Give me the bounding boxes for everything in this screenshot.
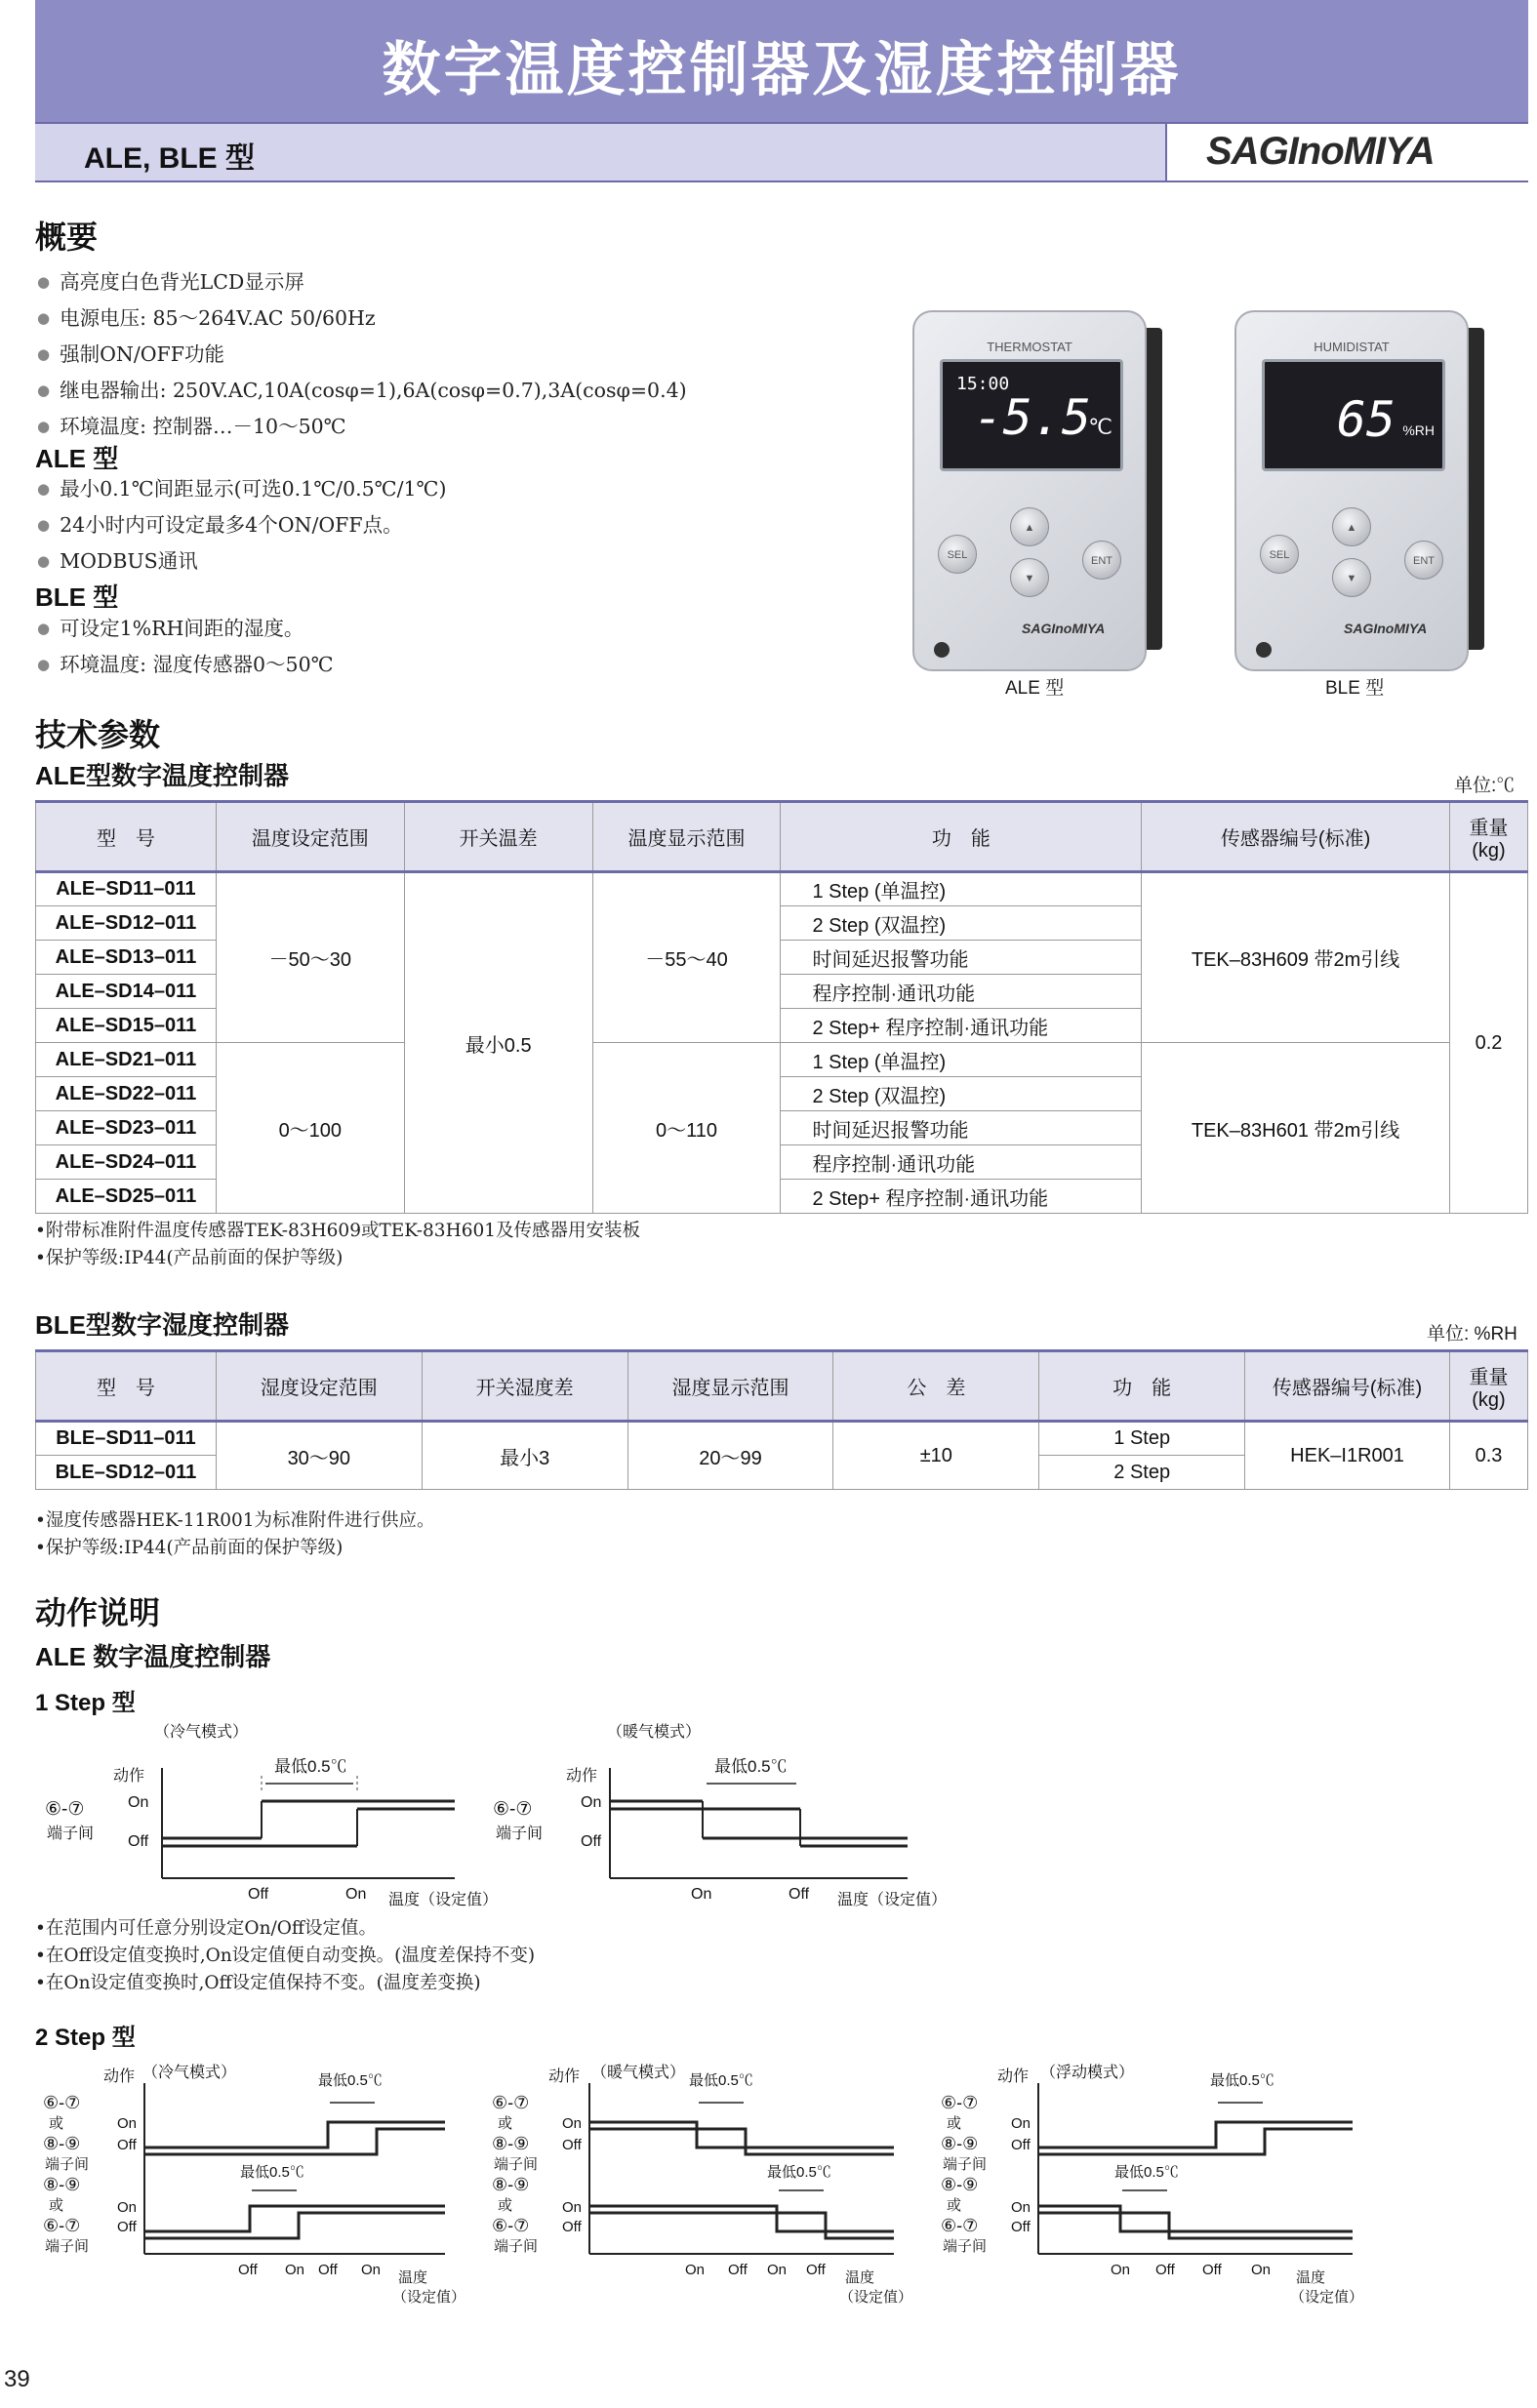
device-brand: SAGInoMIYA xyxy=(1022,621,1106,636)
svg-text:端子间: 端子间 xyxy=(494,2238,539,2255)
col-header: 开关温差 xyxy=(404,802,592,872)
svg-text:⑥-⑦: ⑥-⑦ xyxy=(45,1799,85,1820)
ale-table-notes: •附带标准附件温度传感器TEK-83H609或TEK-83H601及传感器用安装板 •保护等级:IP44(产品前面的保护等级) xyxy=(35,1221,641,1268)
svg-text:最低0.5℃: 最低0.5℃ xyxy=(1210,2072,1274,2089)
sel-button: SEL xyxy=(938,535,977,574)
svg-text:On: On xyxy=(285,2262,305,2278)
svg-text:动作: 动作 xyxy=(997,2068,1030,2085)
svg-text:On: On xyxy=(1011,2115,1031,2132)
svg-text:On: On xyxy=(117,2199,138,2216)
page-title: 数字温度控制器及湿度控制器 xyxy=(382,36,1182,104)
col-header: 温度显示范围 xyxy=(592,802,781,872)
col-header: 功 能 xyxy=(781,802,1142,872)
svg-text:（冷气模式）: （冷气模式） xyxy=(142,2065,237,2081)
svg-text:Off: Off xyxy=(238,2262,258,2278)
feature-item: ● 高亮度白色背光LCD显示屏 xyxy=(37,265,687,301)
model-bar xyxy=(35,122,1528,182)
col-header: 型 号 xyxy=(36,802,217,872)
svg-text:端子间: 端子间 xyxy=(45,2238,90,2255)
table-row: ALE–SD15–011 2 Step+ 程序控制·通讯功能 xyxy=(36,1009,1528,1043)
svg-text:动作: 动作 xyxy=(103,2068,136,2085)
svg-text:⑥-⑦: ⑥-⑦ xyxy=(493,1799,533,1820)
ale-subtitle: ALE 型 xyxy=(35,444,119,473)
col-header: 温度设定范围 xyxy=(216,802,404,872)
lcd-unit: %RH xyxy=(1402,422,1435,438)
general-features xyxy=(37,265,687,446)
ent-button: ENT xyxy=(1082,541,1121,580)
overview-heading: 概要 xyxy=(35,220,99,255)
svg-text:On: On xyxy=(1251,2262,1272,2278)
feature-item: ● 电源电压: 85～264V.AC 50/60Hz xyxy=(37,301,687,338)
svg-text:Off: Off xyxy=(117,2137,137,2153)
ble-device-image xyxy=(1234,310,1469,671)
svg-text:端子间: 端子间 xyxy=(496,1826,544,1842)
svg-text:Off: Off xyxy=(1011,2137,1031,2153)
svg-text:⑥-⑦: ⑥-⑦ xyxy=(43,2216,81,2235)
svg-text:On: On xyxy=(562,2199,583,2216)
svg-text:⑧-⑨: ⑧-⑨ xyxy=(492,2175,530,2194)
title-banner xyxy=(35,0,1528,122)
up-arrow-icon: ▲ xyxy=(1332,507,1371,546)
sel-button: SEL xyxy=(1260,535,1299,574)
operation-subheading: ALE 数字温度控制器 xyxy=(35,1642,271,1671)
svg-text:动作: 动作 xyxy=(548,2068,581,2085)
svg-text:端子间: 端子间 xyxy=(45,2156,90,2173)
table-row: ALE–SD13–011 时间延迟报警功能 xyxy=(36,941,1528,975)
svg-text:⑧-⑨: ⑧-⑨ xyxy=(43,2134,81,2153)
feature-item: ● 继电器输出: 250V.AC,10A(cosφ=1),6A(cosφ=0.7),3A(cosφ=0.4) xyxy=(37,374,687,410)
col-header: 重量 (kg) xyxy=(1449,802,1527,872)
svg-text:On: On xyxy=(128,1794,149,1811)
svg-text:On: On xyxy=(767,2262,788,2278)
svg-text:Off: Off xyxy=(117,2219,137,2235)
sensor-port-icon xyxy=(1256,642,1272,658)
svg-text:On: On xyxy=(685,2262,706,2278)
svg-text:温度: 温度 xyxy=(1296,2269,1326,2286)
svg-text:On: On xyxy=(581,1794,602,1811)
svg-text:⑧-⑨: ⑧-⑨ xyxy=(43,2175,81,2194)
svg-text:温度: 温度 xyxy=(398,2269,428,2286)
svg-text:On: On xyxy=(345,1886,367,1903)
svg-text:最低0.5℃: 最低0.5℃ xyxy=(1114,2164,1179,2181)
device-brand: SAGInoMIYA xyxy=(1344,621,1428,636)
svg-text:On: On xyxy=(361,2262,382,2278)
operation-heading: 动作说明 xyxy=(35,1595,161,1630)
svg-text:（设定值）: （设定值） xyxy=(1290,2289,1364,2306)
page-number: 39 xyxy=(4,2366,30,2392)
svg-text:Off: Off xyxy=(1155,2262,1175,2278)
table-row: ALE–SD11–011 －50～30 最小0.5 －55～40 1 Step (单温控) TEK–83H609 带2m引线 0.2 xyxy=(36,872,1528,906)
table-row: BLE–SD11–011 30～90 最小3 20～99 ±10 1 Step HEK–I1R001 0.3 xyxy=(36,1422,1528,1456)
model-line: ALE, BLE 型 xyxy=(84,142,256,175)
step2-float-diagram xyxy=(933,2064,1382,2308)
svg-text:或: 或 xyxy=(498,2115,513,2132)
svg-text:（暖气模式）: （暖气模式） xyxy=(607,1724,702,1741)
svg-text:On: On xyxy=(1111,2262,1131,2278)
model-band xyxy=(35,124,1167,181)
svg-text:最低0.5℃: 最低0.5℃ xyxy=(318,2072,383,2089)
lcd-value: -5.5 xyxy=(973,389,1091,446)
svg-text:Off: Off xyxy=(581,1833,602,1850)
ent-button: ENT xyxy=(1404,541,1443,580)
svg-text:最低0.5℃: 最低0.5℃ xyxy=(714,1757,788,1776)
feature-item: ● 强制ON/OFF功能 xyxy=(37,338,687,374)
col-header: 传感器编号(标准) xyxy=(1142,802,1450,872)
lcd-display xyxy=(1262,359,1445,471)
ble-subtitle: BLE 型 xyxy=(35,582,119,612)
svg-text:On: On xyxy=(117,2115,138,2132)
svg-text:端子间: 端子间 xyxy=(47,1826,95,1842)
specs-heading: 技术参数 xyxy=(35,717,161,752)
svg-text:Off: Off xyxy=(128,1833,149,1850)
table-row: ALE–SD21–011 0～100 0～110 1 Step (单温控) TEK–83H601 带2m引线 xyxy=(36,1043,1528,1077)
svg-text:On: On xyxy=(1011,2199,1031,2216)
svg-text:Off: Off xyxy=(562,2137,582,2153)
ale-caption: ALE 型 xyxy=(1005,678,1065,699)
device-label: HUMIDISTAT xyxy=(1314,340,1390,354)
brand-logo: SAGInoMIYA xyxy=(1206,130,1435,173)
ble-table-title: BLE型数字湿度控制器 xyxy=(35,1310,290,1340)
svg-text:（暖气模式）: （暖气模式） xyxy=(591,2065,686,2081)
svg-text:动作: 动作 xyxy=(113,1768,145,1785)
svg-text:⑧-⑨: ⑧-⑨ xyxy=(941,2134,979,2153)
feature-item: ● 最小0.1℃间距显示(可选0.1℃/0.5℃/1℃) xyxy=(37,472,446,508)
svg-text:On: On xyxy=(691,1886,712,1903)
svg-text:最低0.5℃: 最低0.5℃ xyxy=(274,1757,347,1776)
step1-cool-diagram xyxy=(35,1717,499,1912)
feature-item: ● 可设定1%RH间距的湿度。 xyxy=(37,612,334,648)
svg-text:或: 或 xyxy=(947,2197,962,2214)
svg-text:（冷气模式）: （冷气模式） xyxy=(154,1724,249,1741)
svg-text:端子间: 端子间 xyxy=(494,2156,539,2173)
feature-item: ● MODBUS通讯 xyxy=(37,544,446,581)
svg-text:Off: Off xyxy=(1202,2262,1222,2278)
table-row: ALE–SD14–011 程序控制·通讯功能 xyxy=(36,975,1528,1009)
svg-text:动作: 动作 xyxy=(566,1768,598,1785)
device-label: THERMOSTAT xyxy=(987,340,1072,354)
svg-text:或: 或 xyxy=(498,2197,513,2214)
svg-text:最低0.5℃: 最低0.5℃ xyxy=(767,2164,831,2181)
step1-notes: •在范围内可任意分别设定On/Off设定值。 •在Off设定值变换时,On设定值便自动变换。(温度差保持不变) •在On设定值变换时,Off设定值保持不变。(温度差变换) xyxy=(35,1918,536,1993)
svg-text:Off: Off xyxy=(248,1886,269,1903)
feature-item: ● 环境温度: 控制器…－10～50℃ xyxy=(37,410,687,446)
table-row: ALE–SD12–011 2 Step (双温控) xyxy=(36,906,1528,941)
svg-text:温度: 温度 xyxy=(845,2269,875,2286)
step2-title: 2 Step 型 xyxy=(35,2025,136,2051)
svg-text:⑥-⑦: ⑥-⑦ xyxy=(492,2216,530,2235)
up-arrow-icon: ▲ xyxy=(1010,507,1049,546)
svg-text:Off: Off xyxy=(562,2219,582,2235)
svg-text:（设定值）: （设定值） xyxy=(392,2289,466,2306)
ale-features xyxy=(37,472,446,581)
down-arrow-icon: ▼ xyxy=(1010,558,1049,597)
step2-cool-diagram xyxy=(35,2064,474,2308)
svg-text:⑧-⑨: ⑧-⑨ xyxy=(492,2134,530,2153)
ble-spec-table: 型 号 湿度设定范围 开关湿度差 湿度显示范围 公 差 功 能 传感器编号(标准) 重量 (kg) BLE–SD11–011 30～90 最小3 20～99 ±10 1 Step HEK–I1R001 0.3 BLE–SD12–011 2 Step xyxy=(35,1349,1528,1490)
ale-spec-table xyxy=(35,800,1528,1214)
svg-text:⑥-⑦: ⑥-⑦ xyxy=(941,2093,979,2112)
lcd-unit: ℃ xyxy=(1088,415,1112,439)
svg-text:端子间: 端子间 xyxy=(943,2156,988,2173)
sensor-port-icon xyxy=(934,642,950,658)
feature-item: ● 环境温度: 湿度传感器0～50℃ xyxy=(37,648,334,684)
lcd-time: 15:00 xyxy=(956,374,1010,394)
lcd-display xyxy=(940,359,1123,471)
table-row: BLE–SD12–011 2 Step xyxy=(36,1456,1528,1490)
svg-text:或: 或 xyxy=(947,2115,962,2132)
ale-device-image xyxy=(912,310,1147,671)
svg-text:On: On xyxy=(562,2115,583,2132)
svg-text:⑧-⑨: ⑧-⑨ xyxy=(941,2175,979,2194)
ble-table-notes: •湿度传感器HEK-11R001为标准附件进行供应。 •保护等级:IP44(产品前面的保护等级) xyxy=(35,1510,435,1558)
table-row: ALE–SD23–011 时间延迟报警功能 xyxy=(36,1111,1528,1145)
lcd-value: 65 xyxy=(1336,391,1395,448)
svg-text:端子间: 端子间 xyxy=(943,2238,988,2255)
svg-text:（浮动模式）: （浮动模式） xyxy=(1040,2065,1135,2081)
feature-item: ● 24小时内可设定最多4个ON/OFF点。 xyxy=(37,508,446,544)
svg-text:Off: Off xyxy=(789,1886,810,1903)
step2-heat-diagram xyxy=(484,2064,923,2308)
table-row: ALE–SD25–011 2 Step+ 程序控制·通讯功能 xyxy=(36,1180,1528,1214)
svg-text:（设定值）: （设定值） xyxy=(839,2289,913,2306)
svg-text:Off: Off xyxy=(1011,2219,1031,2235)
svg-text:温度（设定值）: 温度（设定值） xyxy=(837,1892,948,1908)
svg-text:或: 或 xyxy=(49,2115,64,2132)
ale-table-title: ALE型数字温度控制器 xyxy=(35,761,290,790)
ale-table-unit: 单位:℃ xyxy=(1454,776,1516,796)
svg-text:⑥-⑦: ⑥-⑦ xyxy=(941,2216,979,2235)
table-row: ALE–SD24–011 程序控制·通讯功能 xyxy=(36,1145,1528,1180)
svg-text:⑥-⑦: ⑥-⑦ xyxy=(43,2093,81,2112)
svg-text:最低0.5℃: 最低0.5℃ xyxy=(240,2164,304,2181)
svg-text:温度（设定值）: 温度（设定值） xyxy=(388,1892,499,1908)
ble-features xyxy=(37,612,334,684)
svg-text:最低0.5℃: 最低0.5℃ xyxy=(689,2072,753,2089)
table-row: ALE–SD22–011 2 Step (双温控) xyxy=(36,1077,1528,1111)
ble-caption: BLE 型 xyxy=(1325,678,1385,699)
step1-title: 1 Step 型 xyxy=(35,1690,136,1716)
svg-text:Off: Off xyxy=(318,2262,338,2278)
ble-table-unit: 单位: %RH xyxy=(1427,1324,1517,1344)
down-arrow-icon: ▼ xyxy=(1332,558,1371,597)
svg-text:Off: Off xyxy=(806,2262,826,2278)
svg-text:Off: Off xyxy=(728,2262,748,2278)
svg-text:或: 或 xyxy=(49,2197,64,2214)
step1-heat-diagram xyxy=(488,1717,976,1912)
svg-text:⑥-⑦: ⑥-⑦ xyxy=(492,2093,530,2112)
